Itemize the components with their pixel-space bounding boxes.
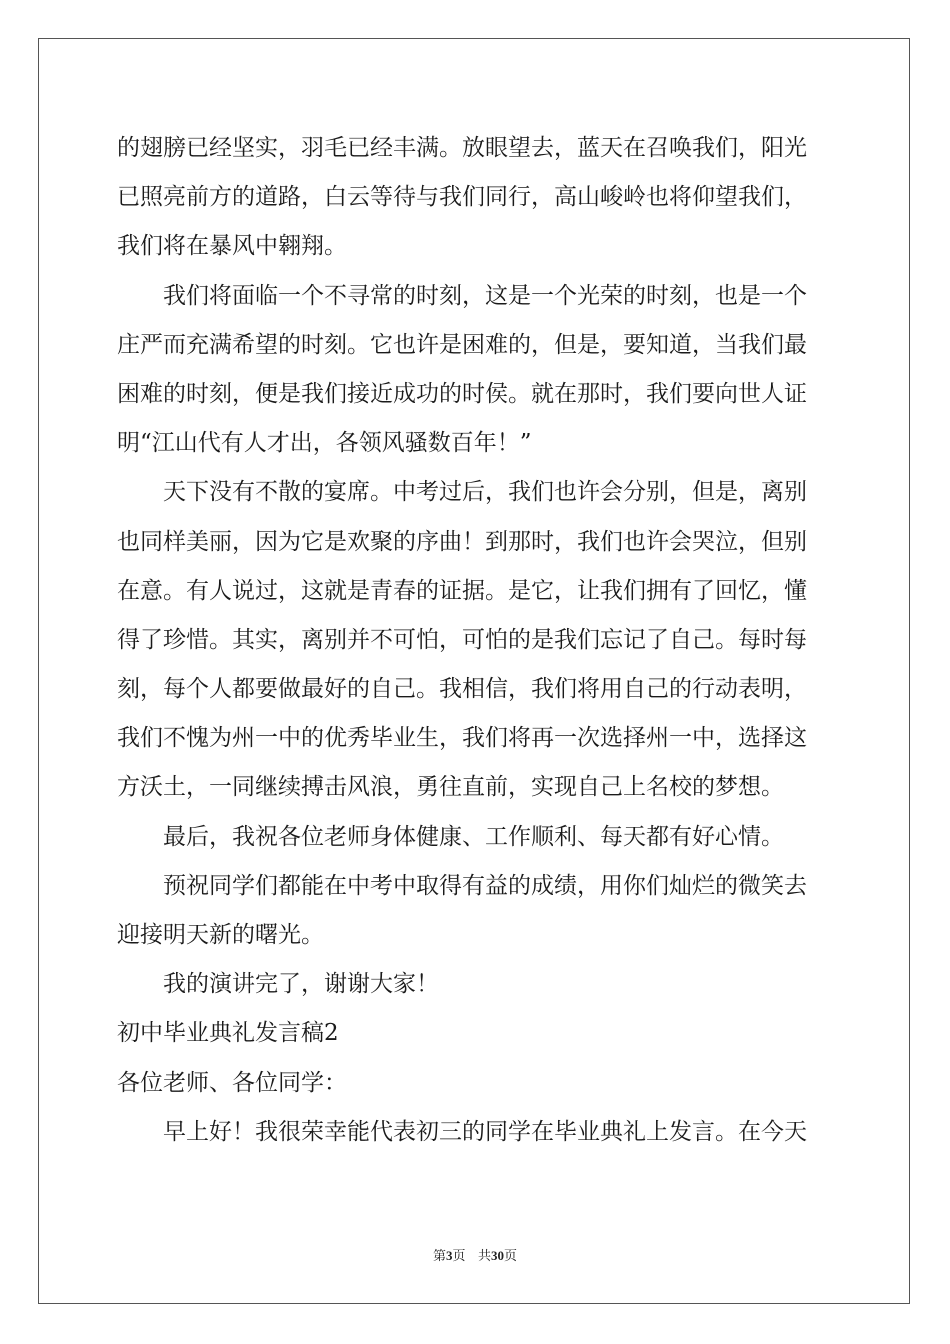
paragraph — [117, 1009, 833, 1058]
text-line: 我们不愧为州一中的优秀毕业生，我们将再一次选择州一中，选择这 — [117, 725, 807, 752]
text-line: 庄严而充满希望的时刻。它也许是困难的，但是，要知道，当我们最 — [117, 331, 807, 358]
paragraph — [117, 468, 833, 812]
text-line: 得了珍惜。其实，离别并不可怕，可怕的是我们忘记了自己。每时每 — [117, 626, 807, 653]
paragraph — [117, 272, 833, 469]
footer-total-pages: 30 — [490, 1248, 504, 1263]
text-line: 在意。有人说过，这就是青春的证据。是它，让我们拥有了回忆，懂 — [117, 577, 807, 604]
text-line: 我们将在暴风中翱翔。 — [117, 233, 347, 260]
paragraph — [117, 960, 833, 1009]
footer-page-number: 3 — [446, 1248, 453, 1263]
text-line: 初中毕业典礼发言稿2 — [117, 1020, 339, 1047]
text-line: 早上好！我很荣幸能代表初三的同学在毕业典礼上发言。在今天 — [163, 1118, 807, 1145]
text-line: 最后，我祝各位老师身体健康、工作顺利、每天都有好心情。 — [163, 823, 784, 850]
footer-page-unit: 页 — [452, 1249, 466, 1264]
paragraph — [117, 1059, 833, 1108]
page-footer — [0, 1247, 950, 1266]
paragraph — [117, 124, 833, 272]
text-line: 天下没有不散的宴席。中考过后，我们也许会分别，但是，离别 — [163, 479, 807, 506]
text-line: 刻，每个人都要做最好的自己。我相信，我们将用自己的行动表明， — [117, 676, 807, 703]
text-line: 方沃土，一同继续搏击风浪，勇往直前，实现自己上名校的梦想。 — [117, 774, 784, 801]
footer-total-prefix: 共 — [477, 1249, 491, 1264]
text-line: 各位老师、各位同学： — [117, 1069, 347, 1096]
text-line: 我的演讲完了，谢谢大家！ — [163, 971, 439, 998]
document-body — [117, 124, 833, 1157]
footer-total-unit: 页 — [503, 1249, 517, 1264]
text-line: 迎接明天新的曙光。 — [117, 922, 324, 948]
text-line: 我们将面临一个不寻常的时刻，这是一个光荣的时刻，也是一个 — [163, 282, 807, 309]
paragraph — [117, 862, 833, 960]
paragraph — [117, 813, 833, 862]
text-line: 明“江山代有人才出，各领风骚数百年！” — [117, 430, 532, 457]
text-line: 预祝同学们都能在中考中取得有益的成绩，用你们灿烂的微笑去 — [163, 872, 807, 899]
paragraph — [117, 1108, 833, 1157]
text-line: 的翅膀已经坚实，羽毛已经丰满。放眼望去，蓝天在召唤我们，阳光 — [117, 135, 807, 161]
text-line: 已照亮前方的道路，白云等待与我们同行，高山峻岭也将仰望我们， — [117, 184, 807, 211]
text-line: 困难的时刻，便是我们接近成功的时侯。就在那时，我们要向世人证 — [117, 380, 807, 407]
text-line: 也同样美丽，因为它是欢聚的序曲！到那时，我们也许会哭泣，但别 — [117, 528, 807, 555]
footer-prefix: 第 — [433, 1249, 447, 1264]
